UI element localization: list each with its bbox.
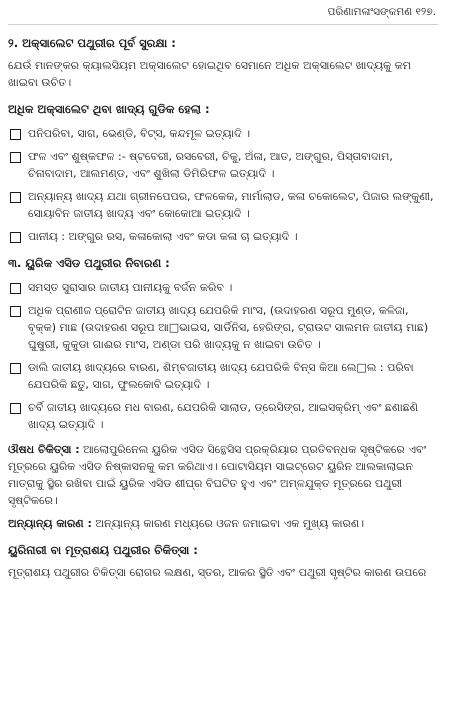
- oxalate-prevention-text: ଯେଉଁ ମାନଙ୍କର କ୍ୟାଲସିୟମ ଅକ୍ସାଲେଟ ହୋଇଥିବ ସେମାନେ ଅଧିକ ଅକ୍ସାଲେଟ ଖାଦ୍ୟକୁ କମ ଖାଇବା ଉଚିତ।: [8, 58, 412, 89]
- checkbox-icon: [10, 403, 21, 414]
- list-item-text: ଚର୍ବି ଜାତୀୟ ଖାଦ୍ୟରେ ମଧ ବାରଣ, ଯେପରିକି ସାଲାଡ, ଡ୍ରେସିଙ୍ଗ, ଆଇସକ୍ରିମ୍ ଏବଂ ଛଣାଛଣି ଖାଦ୍ୟ ଇତ୍ୟାଦି ।: [28, 401, 419, 432]
- running-header-text: ପରିଣାମଳାଂସଙ୍କମଣ ୧୨୭.: [327, 5, 436, 18]
- page-header: [8, 0, 438, 25]
- other-causes-term: ଅନ୍ୟାନ୍ୟ କାରଣ :: [8, 517, 92, 531]
- medicine-term: ଔଷଧ ଚିକିତ୍ସା :: [8, 443, 80, 457]
- checkbox-icon: [10, 306, 21, 317]
- list-item: [8, 228, 438, 245]
- section-oxalate-prevention-title: ୨. ଅକ୍ସାଲେଟ ପଥୁରୀର ପୂର୍ବ ସୁରକ୍ଷା :: [8, 36, 176, 50]
- list-item-text: ଅଧିକ ପ୍ରାଣୀଜ ପ୍ରୋଟିନ ଜାତୀୟ ଖାଦ୍ୟ ଯେପରିକି ମାଂସ, (ଉଦାହରଣ ସରୂପ ମୁଣ୍ଡ, କଳିଜା, ବୃକ୍କ) ମାଛ (ଉଦାହରଣ ସରୂପ ଆ□ଭାଇସ, ସାର୍ଡିନିସ, ହେରିଙ୍ଗ, ଟ୍ରାଉଟ ସାଲମନ ଜାତୀୟ ମାଛ) ଘୁଷୁରୀ, କୁକୁଡା ଗାଈର ମାଂସ, ଅଣ୍ଡା ପରି ଖାଦ୍ୟକୁ ନ ଖାଇବା ଉଚିତ ।: [28, 303, 429, 351]
- list-item: [8, 399, 438, 433]
- list-item-text: ପାନୀୟ : ଅଙ୍ଗୁର ରସ, କଳାକୋଲା ଏବଂ କଡା କଳା ଚା ଇତ୍ୟାଦି ।: [28, 229, 298, 243]
- checkbox-icon: [10, 152, 21, 163]
- treatment-text: ମୂତ୍ରାଶୟ ପଥୁରୀର ଚିକିତ୍ସା ରୋଗର ଲକ୍ଷଣ, ସ୍ତର, ଆକର ସ୍ଥିତି ଏବଂ ପଥୁରୀ ସୃଷ୍ଟିର କାରଣ ଉପରେ: [8, 566, 427, 580]
- checkbox-icon: [10, 192, 21, 203]
- list-item: [8, 359, 438, 393]
- checkbox-icon: [10, 363, 21, 374]
- checkbox-icon: [10, 283, 21, 294]
- other-causes-text: ଅନ୍ୟାନ୍ୟ କାରଣ ମଧ୍ୟରେ ଓଜନ ଜମାଇବା ଏକ ମୁଖ୍ୟ କାରଣ।: [91, 517, 365, 531]
- list-item-text: ସମସ୍ତ ସୁରାସାର ଜାତୀୟ ପାନୀୟକୁ ବର୍ଜନ କରିବ ।: [28, 280, 233, 294]
- list-item: [8, 148, 438, 182]
- list-item: [8, 279, 438, 296]
- checkbox-icon: [10, 232, 21, 243]
- treatment-title: ୟୁରିନାରୀ ବା ମୂତ୍ରାଶୟ ପଥୁରୀର ଚିକିତ୍ସା :: [8, 543, 198, 558]
- list-item: [8, 125, 438, 142]
- list-item-text: ପନିପରିବା, ସାଗ, ଭେଣ୍ଡି, ବିଟ୍ସ, କନ୍ଦମୂଳ ଇତ୍ୟାଦି ।: [28, 126, 251, 140]
- list-item: [8, 188, 438, 222]
- checkbox-icon: [10, 129, 21, 140]
- list-item: [8, 302, 438, 353]
- section-uric-acid-prevention-title: ୩. ୟୁରିକ ଏସିଡ ପଥୁରୀର ନିବାରଣ :: [8, 256, 170, 270]
- list-item-text: ଡାଲି ଜାତୀୟ ଖାଦ୍ୟରେ ବାରଣ, ଶିମ୍ବଜାତୀୟ ଖାଦ୍ୟ ଯେପରିକି ବିନ୍ସ କିଆ ଲେ□ଲ : ପରିବା ଯେପରିକି ଛତୁ, ସାଗ, ଫୁଲକୋବି ଇତ୍ୟାଦି ।: [28, 361, 414, 392]
- medicine-text: ଆଲୋପୁରିନେଲ ୟୁରିକ ଏସିଡ ସିନ୍ଥେସିସ ପ୍ରକ୍ରିୟାର ପ୍ରତିବନ୍ଧକ ସୃଷ୍ଟିକରେ ଏବଂ ମୂତ୍ରରେ ୟୁରିକ ଏସିଡ ନିଷ୍କାସନକୁ କମ କରିଥାଏ। ପୋଟାସିୟମ ସାଇଟ୍ରେଟ ୟୁରିନ ଆଲକାଲାଇନ ମାତ୍ରାକୁ ସ୍ଥିର ରଖିବା ପାଇଁ ୟୁରିକ ଏସିଡ ଶୀଘ୍ର ବିଘଟିତ ହୁଏ ଏବଂ ଅମ୍ଳଯୁକ୍ତ ମୂତ୍ରରେ ପଥୁରୀ ସୃଷ୍ଟିକରେ।: [8, 443, 427, 508]
- list-item-text: ଅନ୍ୟାନ୍ୟ ଖାଦ୍ୟ ଯଥା ଗ୍ରୀନପେପର, ଫଳକେକ, ମାର୍ମାଲାଡ, କଳା ଚକୋଲେଟ, ପିଜାର ଲଙ୍କୁଣୀ, ସୋୟାବିନ ଜାତୀୟ ଖାଦ୍ୟ ଏବଂ କୋକୋଆ ଇତ୍ୟାଦି ।: [28, 189, 434, 220]
- list-item-text: ଫଳ ଏବଂ ଶୁଷ୍କଫଳ :- ଷ୍ଟବେରୀ, ରସବେରୀ, ଚିକୁ, ଅଁଳା, ଆତ, ଅଙ୍ଗୁର, ପିସ୍ତାବାଦାମ, ଚିନାବାଦାମ, ଆଲମଣ୍ଡ, ଏବଂ ଶୁଖିଲା ଡିମିରିଫଳ ଇତ୍ୟାଦି ।: [28, 149, 393, 180]
- section-high-oxalate-foods-title: ଅଧିକ ଅକ୍ସାଲେଟ ଥିବା ଖାଦ୍ୟ ଗୁଡିକ ହେଲା :: [8, 101, 210, 116]
- other-causes-paragraph: [8, 515, 438, 532]
- medicine-paragraph: [8, 441, 438, 509]
